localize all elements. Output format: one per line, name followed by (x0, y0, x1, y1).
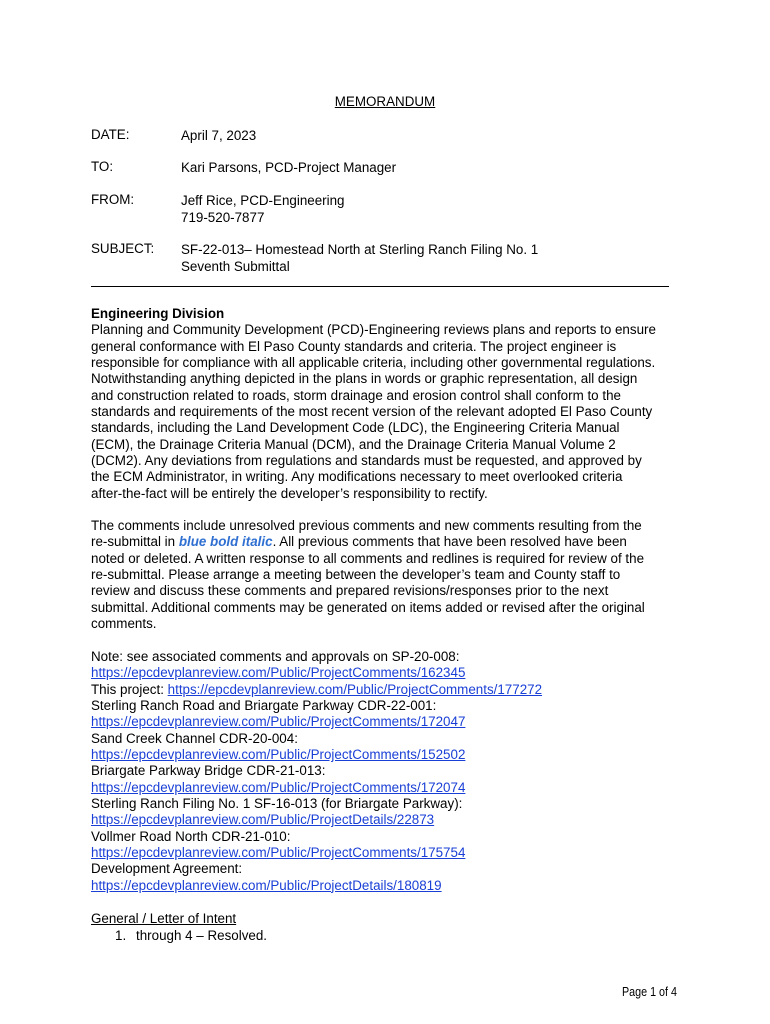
comments-line: review and discuss these comments and prepared revisions/responses prior to the next (91, 583, 609, 599)
engineering-line: general conformance with El Paso County standards and criteria. The project engineer is (91, 338, 617, 354)
reference-link[interactable]: https://epcdevplanreview.com/Public/ProjectDetails/22873 (91, 812, 435, 828)
this-project-line (91, 682, 681, 698)
emphasis-sample: blue bold italic (178, 534, 273, 550)
engineering-line: (ECM), the Drainage Criteria Manual (DCM), and the Drainage Criteria Manual Volume 2 (91, 436, 616, 452)
reference-label: Sterling Ranch Filing No. 1 SF-16-013 (for Briargate Parkway): (91, 796, 463, 812)
engineering-line: Notwithstanding anything depicted in the plans in words or graphic representation, all design (91, 371, 638, 387)
to-label: TO: (91, 159, 114, 174)
reference-label: Briargate Parkway Bridge CDR-21-013: (91, 763, 326, 779)
engineering-line: the ECM Administrator, in writing. Any modifications necessary to meet overlooked criteria (91, 469, 623, 485)
subject-line-2: Seventh Submittal (181, 259, 290, 274)
engineering-line: and construction related to roads, storm drainage and erosion control shall conform to the (91, 387, 621, 403)
subject-line-1: SF-22-013– Homestead North at Sterling Ranch Filing No. 1 (181, 242, 539, 257)
reference-label: Development Agreement: (91, 861, 243, 877)
from-value (181, 192, 701, 226)
list-item (115, 928, 267, 943)
engineering-line: standards and requirements of the most recent version of the relevant adopted El Paso County (91, 404, 653, 420)
comments-line: submittal. Additional comments may be generated on items added or revised after the original (91, 599, 645, 615)
reference-link[interactable]: https://epcdevplanreview.com/Public/ProjectComments/177272 (167, 681, 543, 697)
subject-value (181, 241, 701, 275)
reference-label: Sand Creek Channel CDR-20-004: (91, 730, 298, 746)
from-phone: 719-520-7877 (181, 210, 265, 225)
page-number: Page 1 of 4 (622, 985, 677, 999)
memo-title: MEMORANDUM (334, 94, 436, 109)
reference-label: Sterling Ranch Road and Briargate Parkway CDR-22-001: (91, 698, 437, 714)
subject-label: SUBJECT: (91, 241, 155, 256)
from-label: FROM: (91, 192, 135, 207)
reference-link[interactable]: https://epcdevplanreview.com/Public/ProjectComments/172047 (91, 714, 466, 730)
engineering-line: after-the-fact will be entirely the developer’s responsibility to rectify. (91, 485, 488, 501)
references-section (91, 649, 681, 894)
engineering-line: (DCM2). Any deviations from regulations and standards must be requested, and approved by (91, 453, 642, 469)
reference-link[interactable]: https://epcdevplanreview.com/Public/ProjectComments/175754 (91, 845, 466, 861)
comments-line: The comments include unresolved previous comments and new comments resulting from the (91, 518, 642, 533)
engineering-line: responsible for compliance with all applicable criteria, including other governmental regulations. (91, 355, 656, 371)
reference-link[interactable]: https://epcdevplanreview.com/Public/ProjectDetails/180819 (91, 877, 442, 893)
section-heading: General / Letter of Intent (91, 911, 237, 926)
header-divider (91, 286, 669, 287)
comments-text: re-submittal in (91, 534, 179, 550)
engineering-section (91, 306, 681, 502)
comments-line: noted or deleted. A written response to all comments and redlines is required for review of the (91, 550, 645, 566)
to-value: Kari Parsons, PCD-Project Manager (181, 160, 397, 175)
comments-line (91, 534, 681, 550)
engineering-line: standards, including the Land Development Code (LDC), the Engineering Criteria Manual (91, 420, 620, 436)
from-name: Jeff Rice, PCD-Engineering (181, 193, 345, 208)
reference-link[interactable]: https://epcdevplanreview.com/Public/ProjectComments/172074 (91, 779, 466, 795)
this-project-label: This project: (91, 681, 168, 697)
comments-line: re-submittal. Please arrange a meeting between the developer’s team and County staff to (91, 567, 621, 583)
list-item-text: through 4 – Resolved. (136, 928, 268, 943)
reference-link[interactable]: https://epcdevplanreview.com/Public/ProjectComments/162345 (91, 665, 466, 681)
list-item-number: 1. (115, 928, 127, 943)
date-label: DATE: (91, 127, 130, 142)
comments-paragraph (91, 518, 681, 632)
engineering-line: Planning and Community Development (PCD)-Engineering reviews plans and reports to ensure (91, 322, 656, 338)
comments-text: . All previous comments that have been resolved have been (272, 534, 627, 550)
comments-line: comments. (91, 616, 157, 632)
date-value: April 7, 2023 (181, 128, 257, 143)
general-section (91, 911, 681, 927)
engineering-heading: Engineering Division (91, 306, 225, 321)
references-note: Note: see associated comments and approvals on SP-20-008: (91, 649, 460, 664)
reference-link[interactable]: https://epcdevplanreview.com/Public/ProjectComments/152502 (91, 747, 466, 763)
reference-label: Vollmer Road North CDR-21-010: (91, 828, 291, 844)
